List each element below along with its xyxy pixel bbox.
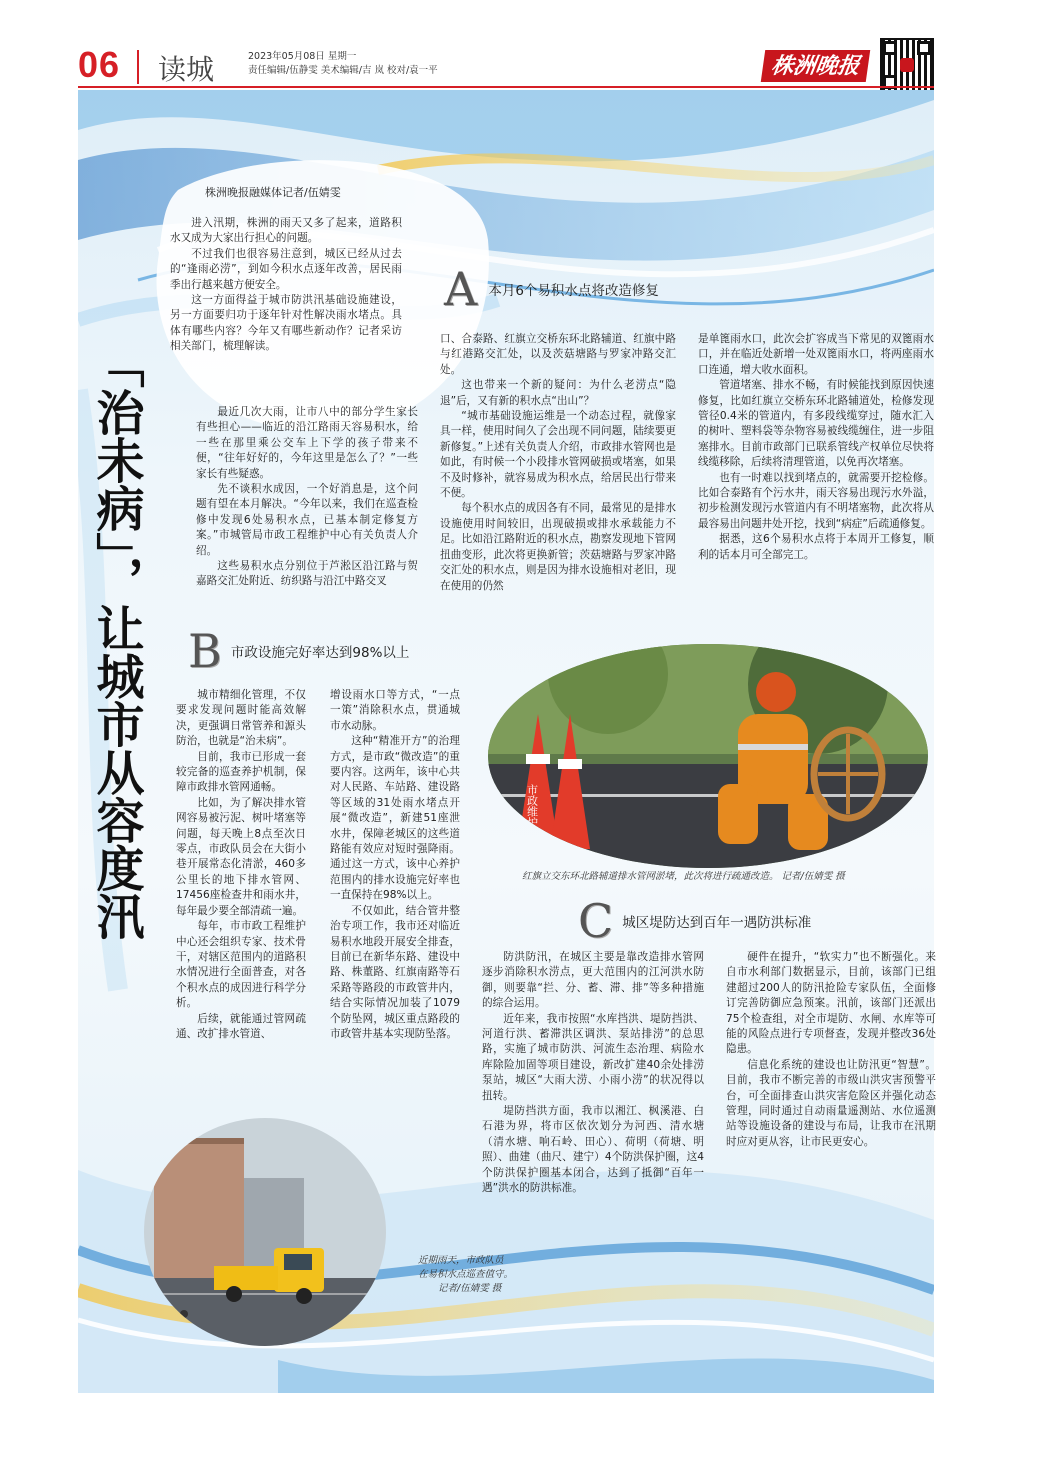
section-a-col3 [698,332,934,563]
paragraph: 后续，就能通过管网疏通、改扩排水管道、 [176,1012,306,1040]
headline-part-1: 「治未病」， [88,340,144,604]
paragraph: 口、合泰路、红旗立交桥东环北路辅道、红旗中路与红港路交汇处，以及茨菇塘路与罗家冲路交汇处。 [440,333,676,376]
section-a-title: 本月6个易积水点将改造修复 [488,283,659,299]
section-c-col1 [482,950,704,1197]
section-c-heading [578,894,812,948]
paragraph: 比如，为了解决排水管网容易被污泥、树叶堵塞等问题，每天晚上8点至次日零点，市政队员会在大街小巷开展常态化清淤，460多公里长的地下排水管网、17456座检查井和雨水井，每年最少要全部清疏一遍。 [176,796,306,917]
section-a-heading [444,262,659,316]
section-b-heading [188,624,410,678]
photo-worker-caption: 红旗立交东环北路辅道排水管网淤堵，此次将进行疏通改造。 记者/伍婧雯 摄 [522,871,845,882]
paragraph: 堤防挡洪方面，我市以湘江、枫溪港、白石港为界，将市区依次划分为河西、清水塘（清水塘、响石岭、田心）、荷明（荷塘、明照）、曲建（曲尺、建宁）4个防洪保护圈，这4个防洪保护圈基本闭合，达到了抵御“百年一遇”洪水的防洪标准。 [482,1105,704,1195]
section-a-col1 [196,405,418,590]
newspaper-masthead: 株洲晚报 [761,50,870,82]
photo-street [144,1118,386,1346]
header-rule [78,86,934,88]
paragraph: 每个积水点的成因各有不同，最常见的是排水设施使用时间较旧，出现破损或排水承载能力不足。比如沿江路附近的积水点，勘察发现地下管网扭曲变形，此次将更换新管；茨菇塘路与罗家冲路交汇处的积水点，则是因为排水设施相对老旧，现在使用的仍然 [440,502,676,592]
paragraph: 也有一时难以找到堵点的，就需要开挖检修。比如合泰路有个污水井，雨天容易出现污水外溢，初步检测发现污水管道内有不明堵塞物，此次将从最容易出问题井处开挖，找到“病症”后疏通修复。 [698,471,934,530]
headline [86,340,146,940]
paragraph: 不仅如此，结合管井整治专项工作，我市还对临近易积水地段开展安全排查，目前已在新华东路、建设中路、株董路、红旗南路等石采路等路段的市政管井内，结合实际情况加装了1079个防坠网，城区重点路段的市政管井基本实现防坠落。 [330,904,460,1040]
intro-paragraph: 这一方面得益于城市防洪汛基础设施建设，另一方面要归功于逐年针对性解决雨水堵点。具体有哪些内容？今年又有哪些新动作？记者采访相关部门，梳理解读。 [170,294,402,353]
header-divider [137,50,139,84]
section-b-col1 [176,688,306,1042]
intro-text [170,216,402,355]
paragraph: 硬件在提升，“软实力”也不断强化。来自市水利部门数据显示，目前，该部门已组建超过200人的防汛抢险专家队伍，全面修订完善防御应急预案。汛前，该部门还派出75个检查组，对全市堤防、水闸、水库等可能的风险点进行专项督查，发现并整改36处隐患。 [726,951,936,1056]
paragraph: 是单篦雨水口，此次会扩容成当下常见的双篦雨水口，并在临近处新增一处双篦雨水口，将两座雨水口连通，增大收水面积。 [698,333,934,376]
section-a-col2 [440,332,676,594]
qr-code-icon [880,38,934,92]
header-meta [248,50,438,78]
header-editors: 责任编辑/伍静雯 美术编辑/吉 岚 校对/袁一平 [248,65,438,76]
paragraph: 每年，市市政工程维护中心还会组织专家、技术骨干，对辖区范围内的道路积水情况进行全面普查，对各个积水点的成因进行科学分析。 [176,920,306,1010]
paragraph: 先不谈积水成因，一个好消息是，这个问题有望在本月解决。“今年以来，我们在巡查检修中发现6处易积水点，已基本制定修复方案。”市城管局市政工程维护中心有关负责人介绍。 [196,483,418,557]
paragraph: 增设雨水口等方式，“一点一策”消除积水点，贯通城市水动脉。 [330,689,460,732]
byline: 株洲晚报融媒体记者/伍婧雯 [205,186,341,199]
paragraph: 城市精细化管理，不仅要求发现问题时能高效解决，更强调日常管养和源头防治，也就是“治未病”。 [176,689,306,748]
cone-sign-text: 市政维护 [525,784,539,828]
section-name: 读城 [158,53,215,86]
paragraph: 管道堵塞、排水不畅，有时候能找到原因快速修复，比如红旗立交桥东环北路辅道处，检修发现管径0.4米的管道内，有多段线缆穿过，随水汇入的树叶、塑料袋等杂物容易被线缆缠住，进一步阻塞排水。目前市政部门已联系管线产权单位尽快将线缆移除，后续将清理管道，以免再次堵塞。 [698,379,934,469]
caption-line: 近期雨天，市政队员 [418,1255,504,1266]
page-number: 06 [78,44,121,85]
section-c-col2 [726,950,936,1150]
paragraph: 据悉，这6个易积水点将于本周开工修复，顺利的话本月可全部完工。 [698,533,934,561]
header-date: 2023年05月08日 星期一 [248,51,357,62]
paragraph: 最近几次大雨，让市八中的部分学生家长有些担心——临近的沿江路雨天容易积水，给一些在那里乘公交车上下学的孩子带来不便，“往年好好的，今年这里是怎么了？”一些家长有些疑惑。 [196,406,418,480]
section-b-letter: B [188,624,222,678]
section-c-letter: C [578,894,614,948]
paragraph: 这种“精准开方”的治理方式，是市政“微改造”的重要内容。这两年，该中心共对人民路、车站路、建设路等区域的31处雨水堵点开展“微改造”，新建51座泄水井，保障老城区的这些道路能有效应对短时强降雨。通过这一方式，该中心养护范围内的排水设施完好率也一直保持在98%以上。 [330,735,460,902]
caption-line: 在易积水点巡查值守。 [418,1269,514,1280]
paragraph: 防洪防汛，在城区主要是靠改造排水管网逐步消除积水涝点，更大范围内的江河洪水防御，则要靠“拦、分、蓄、滞、排”等多种措施的综合运用。 [482,951,704,1010]
intro-paragraph: 不过我们也很容易注意到，城区已经从过去的“逢雨必涝”，到如今积水点逐年改善，居民雨季出行越来越方便安全。 [170,247,402,291]
section-b-col2 [330,688,460,1042]
paragraph: 这也带来一个新的疑问：为什么老涝点“隐退”后，又有新的积水点“出山”？ [440,379,676,407]
paragraph: 这些易积水点分别位于芦淞区沿江路与贺嘉路交汇处附近、纺织路与沿江中路交叉 [196,560,418,588]
section-b-title: 市政设施完好率达到98%以上 [230,645,410,661]
section-a-letter: A [444,262,478,316]
photo-worker [488,644,928,868]
intro-paragraph: 进入汛期，株洲的雨天又多了起来，道路积水又成为大家出行担心的问题。 [170,217,402,245]
paragraph: 近年来，我市按照“水库挡洪、堤防挡洪、河道行洪、蓄滞洪区调洪、泵站排涝”的总思路，实施了城市防洪、河流生态治理、病险水库除险加固等项目建设，新改扩建40余处排涝泵站，城区“大雨大涝、小雨小涝”的状况得以扭转。 [482,1012,704,1102]
section-c-title: 城区堤防达到百年一遇防洪标准 [622,915,812,931]
headline-part-2: 让城市从容度汛 [88,604,144,940]
paragraph: “城市基础设施运维是一个动态过程，就像家具一样，使用时间久了会出现不同问题，陆续要更新修复。”上述有关负责人介绍，市政排水管网也是如此，有时候一个小段排水管网破损或堵塞，如果不及时修补，就容易成为积水点，给居民出行带来不便。 [440,410,676,500]
caption-line: 记者/伍婧雯 摄 [438,1283,502,1294]
paragraph: 信息化系统的建设也让防汛更“智慧”。目前，我市不断完善的市级山洪灾害预警平台，可全面排查山洪灾害危险区并强化动态管理，同时通过自动雨量遥测站、水位遥测站等设施设备的建设与布局，让我市在汛期时应对更从容，让市民更安心。 [726,1058,936,1148]
paragraph: 目前，我市已形成一套较完备的巡查养护机制，保障市政排水管网通畅。 [176,750,306,794]
photo-street-caption [418,1254,558,1296]
